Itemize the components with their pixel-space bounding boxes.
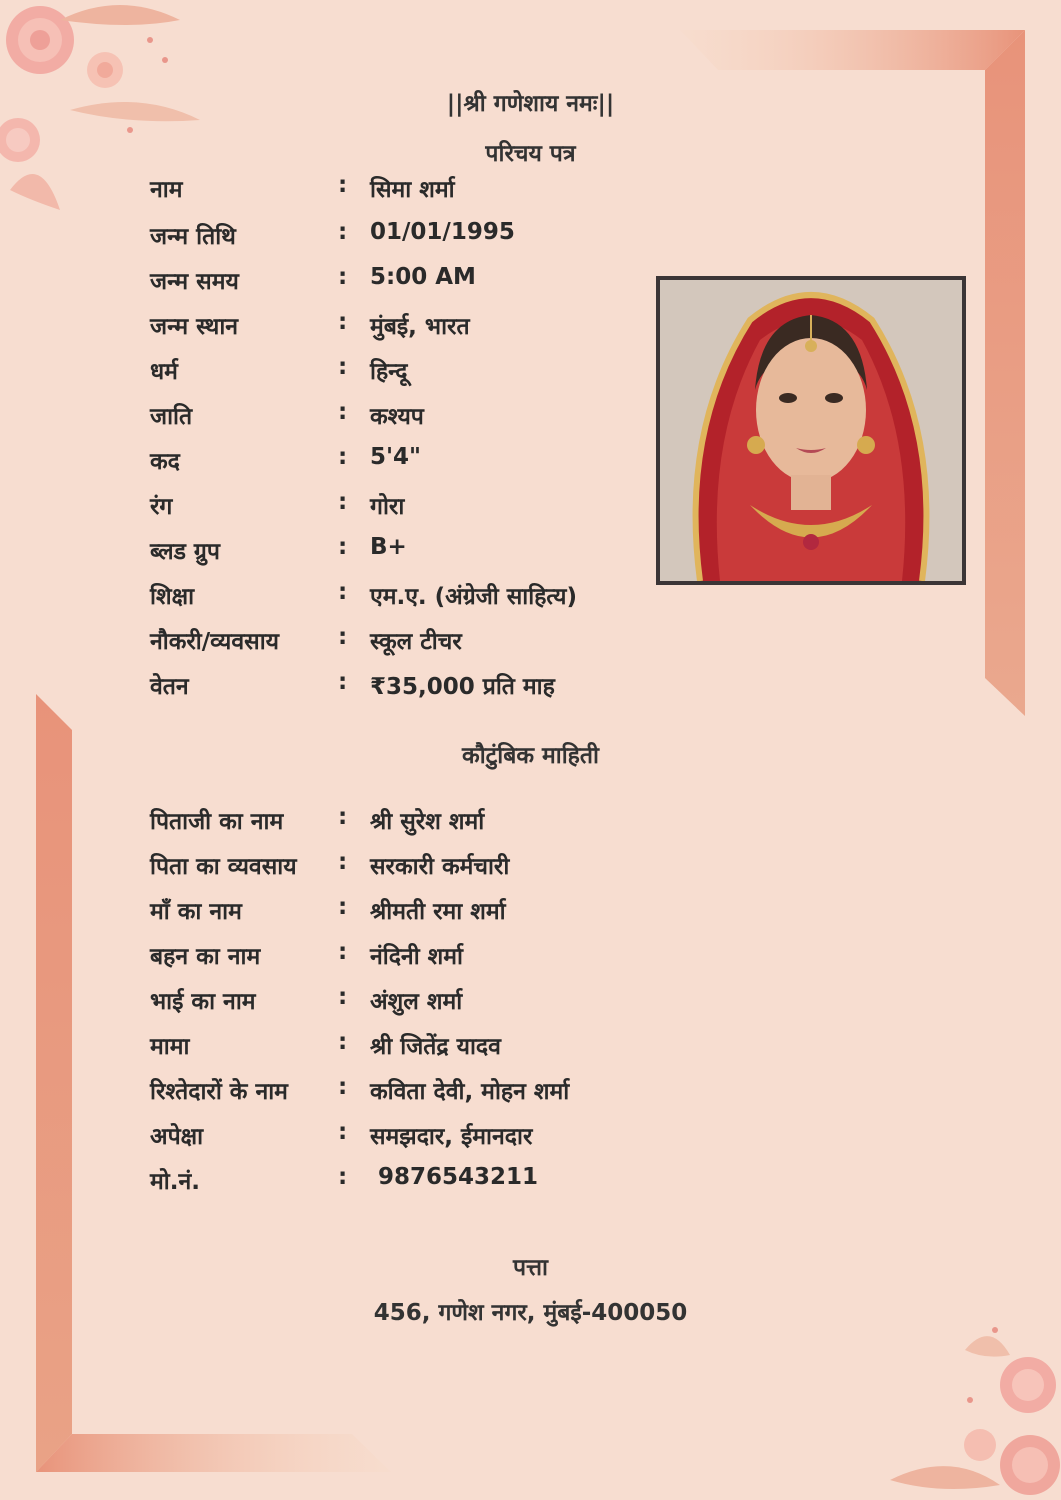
detail-value: श्री जितेंद्र यादव — [370, 1034, 501, 1060]
detail-label: मो.नं. — [150, 1169, 200, 1195]
detail-row-blood-group — [150, 534, 630, 579]
bride-portrait-image — [660, 280, 962, 581]
detail-value: समझदार, ईमानदार — [370, 1124, 533, 1150]
detail-row-caste — [150, 399, 630, 444]
separator: : — [338, 309, 348, 335]
invocation-heading: ||श्री गणेशाय नमः|| — [446, 91, 615, 117]
detail-value: हिन्दू — [370, 359, 408, 385]
detail-label: रिश्तेदारों के नाम — [150, 1079, 288, 1105]
detail-value: अंशुल शर्मा — [370, 989, 463, 1015]
detail-row-birth-time — [150, 264, 630, 309]
separator: : — [338, 579, 348, 605]
detail-label: मामा — [150, 1034, 190, 1060]
detail-value: मुंबई, भारत — [370, 314, 470, 340]
detail-label: रंग — [150, 494, 173, 520]
detail-value: श्री सुरेश शर्मा — [370, 809, 485, 835]
detail-value: 01/01/1995 — [370, 219, 515, 245]
detail-label: कद — [150, 449, 180, 475]
detail-value: सरकारी कर्मचारी — [370, 854, 510, 880]
address-text: 456, गणेश नगर, मुंबई-400050 — [373, 1300, 688, 1326]
detail-value: श्रीमती रमा शर्मा — [370, 899, 506, 925]
detail-label: जन्म तिथि — [150, 224, 236, 250]
detail-label: पिताजी का नाम — [150, 809, 284, 835]
detail-row-father-name — [150, 804, 630, 849]
detail-label: जन्म समय — [150, 269, 239, 295]
detail-value: स्कूल टीचर — [370, 629, 462, 655]
detail-row-expectations — [150, 1119, 630, 1164]
separator: : — [338, 1029, 348, 1055]
separator: : — [338, 1074, 348, 1100]
detail-value: कश्यप — [370, 404, 424, 430]
detail-value: 5:00 AM — [370, 264, 476, 290]
detail-label: जाति — [150, 404, 193, 430]
family-section-title: कौटुंबिक माहिती — [462, 743, 599, 769]
profile-photo — [656, 276, 966, 585]
detail-row-birth-place — [150, 309, 630, 354]
detail-label: बहन का नाम — [150, 944, 261, 970]
detail-label: धर्म — [150, 359, 178, 385]
separator: : — [338, 1164, 348, 1190]
separator: : — [338, 849, 348, 875]
separator: : — [338, 804, 348, 830]
separator: : — [338, 354, 348, 380]
separator: : — [338, 489, 348, 515]
page-title: परिचय पत्र — [485, 141, 576, 167]
detail-label: माँ का नाम — [150, 899, 242, 925]
detail-row-birth-date — [150, 219, 630, 264]
detail-label: जन्म स्थान — [150, 314, 239, 340]
detail-value: नंदिनी शर्मा — [370, 944, 464, 970]
detail-row-mobile — [150, 1164, 630, 1209]
detail-row-mother-name — [150, 894, 630, 939]
detail-row-occupation — [150, 624, 630, 669]
address-title: पत्ता — [513, 1255, 548, 1281]
separator: : — [338, 984, 348, 1010]
detail-row-maternal-uncle — [150, 1029, 630, 1074]
detail-row-relatives — [150, 1074, 630, 1119]
separator: : — [338, 399, 348, 425]
detail-row-salary — [150, 669, 630, 714]
detail-row-name — [150, 172, 630, 217]
separator: : — [338, 669, 348, 695]
detail-row-sister-name — [150, 939, 630, 984]
detail-label: पिता का व्यवसाय — [150, 854, 297, 880]
flower-decoration-bottom-right — [870, 1310, 1061, 1500]
detail-value: 5'4" — [370, 444, 422, 470]
detail-value: B+ — [370, 534, 407, 560]
separator: : — [338, 264, 348, 290]
detail-label: नाम — [150, 177, 183, 203]
detail-row-father-occupation — [150, 849, 630, 894]
detail-label: अपेक्षा — [150, 1124, 204, 1150]
detail-row-brother-name — [150, 984, 630, 1029]
detail-value: सिमा शर्मा — [370, 177, 455, 203]
separator: : — [338, 624, 348, 650]
detail-label: भाई का नाम — [150, 989, 256, 1015]
detail-row-education — [150, 579, 630, 624]
detail-label: शिक्षा — [150, 584, 195, 610]
detail-value: एम.ए. (अंग्रेजी साहित्य) — [370, 584, 577, 610]
detail-value: 9876543211 — [370, 1164, 539, 1190]
detail-row-religion — [150, 354, 630, 399]
detail-label: वेतन — [150, 674, 189, 700]
detail-label: ब्लड ग्रुप — [150, 539, 220, 565]
separator: : — [338, 894, 348, 920]
separator: : — [338, 172, 348, 198]
detail-row-complexion — [150, 489, 630, 534]
separator: : — [338, 939, 348, 965]
detail-row-height — [150, 444, 630, 489]
detail-value: ₹35,000 प्रति माह — [370, 674, 555, 700]
separator: : — [338, 534, 348, 560]
separator: : — [338, 444, 348, 470]
separator: : — [338, 219, 348, 245]
detail-value: कविता देवी, मोहन शर्मा — [370, 1079, 570, 1105]
separator: : — [338, 1119, 348, 1145]
detail-value: गोरा — [370, 494, 405, 520]
detail-label: नौकरी/व्यवसाय — [150, 629, 279, 655]
